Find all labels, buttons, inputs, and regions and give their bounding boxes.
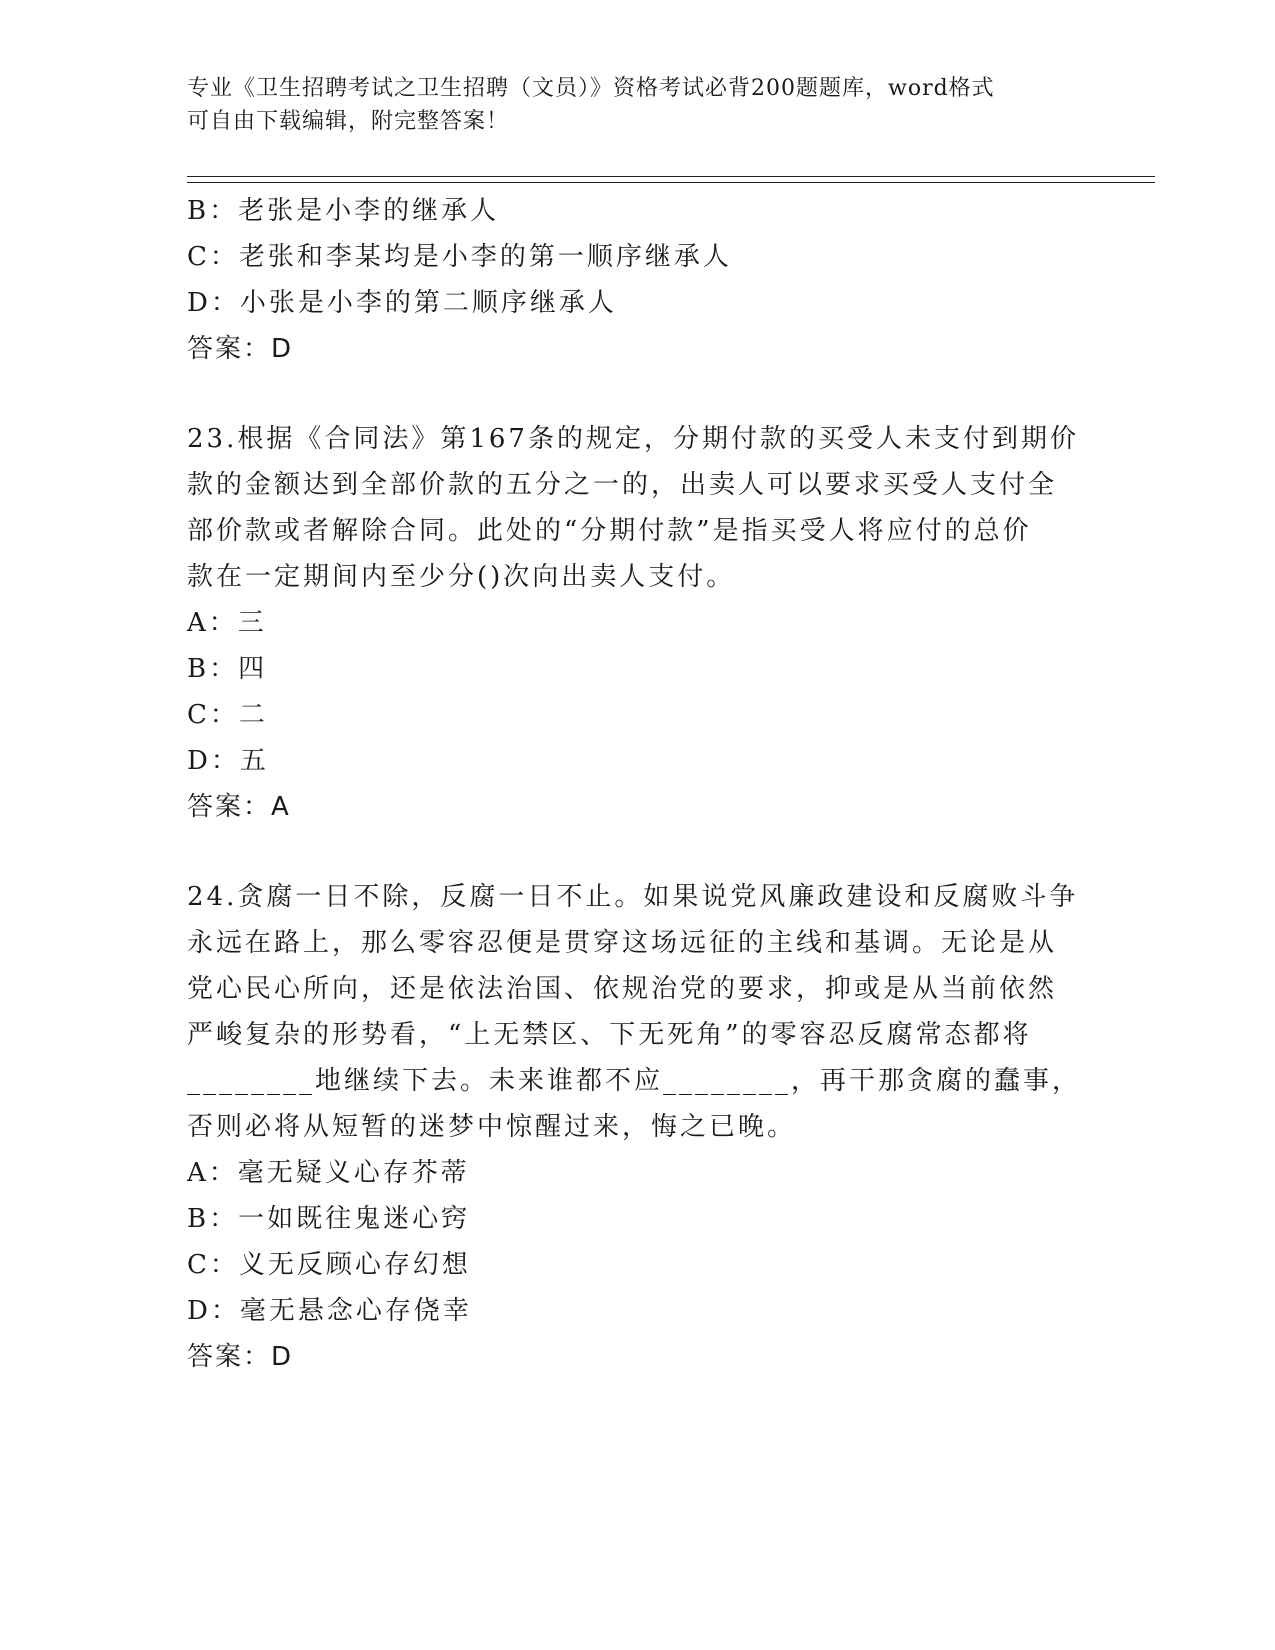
document-body [187,188,1087,1380]
stem-line: ________地继续下去。未来谁都不应________，再干那贪腐的蠢事， [187,1066,1082,1096]
stem-line: 款的金额达到全部价款的五分之一的，出卖人可以要求买受人支付全 [187,470,1058,500]
question-22-tail [187,188,1087,372]
stem-line: 否则必将从短暂的迷梦中惊醒过来，悔之已晚。 [187,1112,797,1142]
option-c: C：老张和李某均是小李的第一顺序继承人 [187,242,732,272]
answer: 答案：D [187,334,294,364]
stem-line: 永远在路上，那么零容忍便是贯穿这场远征的主线和基调。无论是从 [187,928,1058,958]
document-header [187,72,1067,138]
option-b: B：一如既往鬼迷心窍 [187,1204,471,1234]
option-c: C：二 [187,700,268,730]
stem-line: 党心民心所向，还是依法治国、依规治党的要求，抑或是从当前依然 [187,974,1058,1004]
header-line-1: 专业《卫生招聘考试之卫生招聘（文员）》资格考试必背200题题库，word格式 [187,76,995,101]
stem-line: 严峻复杂的形势看，“上无禁区、下无死角”的零容忍反腐常态都将 [187,1020,1032,1050]
option-d: D：小张是小李的第二顺序继承人 [187,288,617,318]
option-a: A：三 [187,608,267,638]
stem-line: 款在一定期间内至少分()次向出卖人支付。 [187,562,736,592]
stem-line: 24.贪腐一日不除，反腐一日不止。如果说党风廉政建设和反腐败斗争 [187,882,1079,912]
header-rule-top [187,176,1155,177]
stem-line: 23.根据《合同法》第167条的规定，分期付款的买受人未支付到期价 [187,424,1079,454]
question-23 [187,416,1087,830]
question-stem [187,416,1087,600]
option-d: D：毫无悬念心存侥幸 [187,1296,472,1326]
stem-line: 部价款或者解除合同。此处的“分期付款”是指买受人将应付的总价 [187,516,1032,546]
question-24 [187,874,1087,1380]
option-d: D：五 [187,746,269,776]
header-line-2: 可自由下载编辑，附完整答案！ [187,109,510,134]
answer: 答案：D [187,1342,294,1372]
header-rule-bottom [187,182,1155,183]
question-stem [187,874,1087,1150]
answer: 答案：A [187,792,291,822]
option-a: A：毫无疑义心存芥蒂 [187,1158,470,1188]
option-b: B：四 [187,654,268,684]
option-b: B：老张是小李的继承人 [187,196,500,226]
option-c: C：义无反顾心存幻想 [187,1250,471,1280]
